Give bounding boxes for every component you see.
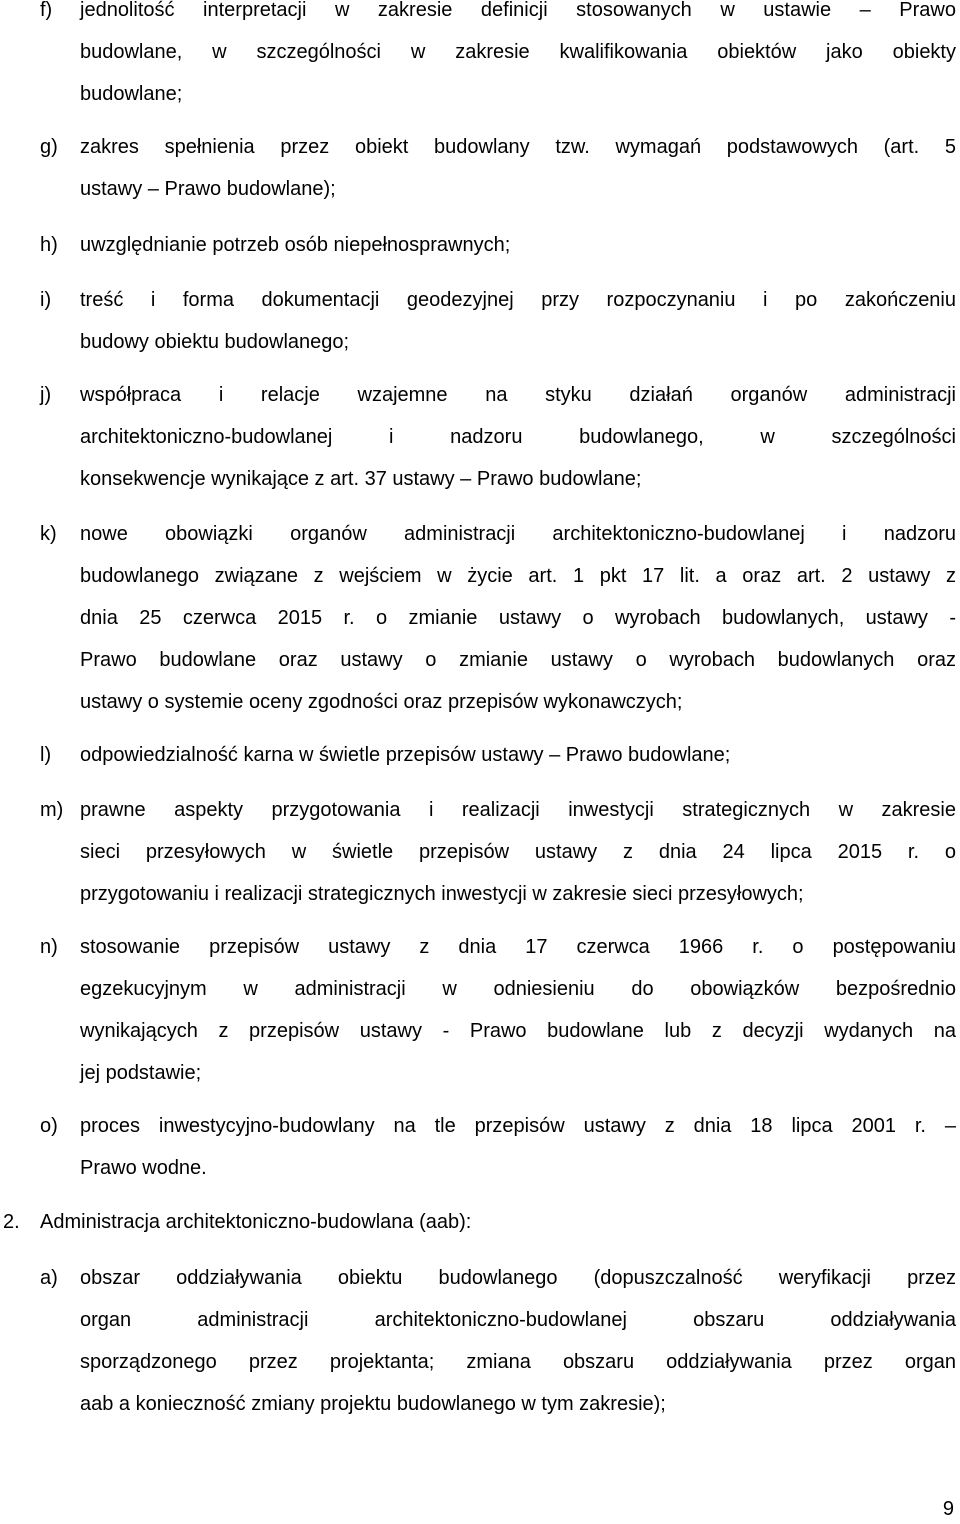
list-item-line: sieci przesyłowych w świetle przepisów ustawy z dnia 24 lipca 2015 r. o [80, 841, 956, 863]
list-item-line: dnia 25 czerwca 2015 r. o zmianie ustawy o wyrobach budowlanych, ustawy - [80, 607, 956, 629]
list-marker: a) [40, 1267, 58, 1289]
list-item-line: budowlane; [80, 83, 183, 105]
list-item-line: Prawo wodne. [80, 1157, 207, 1179]
list-item-line: wynikających z przepisów ustawy - Prawo budowlane lub z decyzji wydanych na [80, 1020, 956, 1042]
list-item-line: odpowiedzialność karna w świetle przepisów ustawy – Prawo budowlane; [80, 744, 731, 766]
list-item-line: zakres spełnienia przez obiekt budowlany tzw. wymagań podstawowych (art. 5 [80, 136, 956, 158]
list-item-line: nowe obowiązki organów administracji architektoniczno-budowlanej i nadzoru [80, 523, 956, 545]
list-item-line: obszar oddziaływania obiektu budowlanego (dopuszczalność weryfikacji przez [80, 1267, 956, 1289]
list-item-line: architektoniczno-budowlanej i nadzoru budowlanego, w szczególności [80, 426, 956, 448]
list-item-line: budowlanego związane z wejściem w życie art. 1 pkt 17 lit. a oraz art. 2 ustawy z [80, 565, 956, 587]
list-item-line: sporządzonego przez projektanta; zmiana obszaru oddziaływania przez organ [80, 1351, 956, 1373]
list-marker: m) [40, 799, 64, 821]
section-title: Administracja architektoniczno-budowlana (aab): [40, 1211, 472, 1233]
list-item-line: egzekucyjnym w administracji w odniesieniu do obowiązków bezpośrednio [80, 978, 956, 1000]
list-item-line: ustawy – Prawo budowlane); [80, 178, 336, 200]
list-item-line: aab a konieczność zmiany projektu budowlanego w tym zakresie); [80, 1393, 666, 1415]
list-item-line: konsekwencje wynikające z art. 37 ustawy – Prawo budowlane; [80, 468, 642, 490]
list-item-line: przygotowaniu i realizacji strategicznych inwestycji w zakresie sieci przesyłowych; [80, 883, 804, 905]
list-item-line: treść i forma dokumentacji geodezyjnej przy rozpoczynaniu i po zakończeniu [80, 289, 956, 311]
list-item-line: jednolitość interpretacji w zakresie definicji stosowanych w ustawie – Prawo [80, 0, 956, 21]
list-marker: o) [40, 1115, 58, 1137]
list-item-line: budowlane, w szczególności w zakresie kwalifikowania obiektów jako obiekty [80, 41, 956, 63]
section-number: 2. [3, 1211, 20, 1233]
list-marker: h) [40, 234, 58, 256]
list-item-line: jej podstawie; [80, 1062, 202, 1084]
page-number: 9 [942, 1498, 954, 1520]
list-marker: n) [40, 936, 58, 958]
list-item-line: stosowanie przepisów ustawy z dnia 17 czerwca 1966 r. o postępowaniu [80, 936, 956, 958]
list-marker: f) [40, 0, 53, 21]
list-item-line: ustawy o systemie oceny zgodności oraz przepisów wykonawczych; [80, 691, 683, 713]
list-item-line: uwzględnianie potrzeb osób niepełnosprawnych; [80, 234, 511, 256]
list-item-line: Prawo budowlane oraz ustawy o zmianie ustawy o wyrobach budowlanych oraz [80, 649, 956, 671]
list-marker: g) [40, 136, 58, 158]
list-marker: l) [40, 744, 52, 766]
list-marker: j) [40, 384, 52, 406]
list-marker: k) [40, 523, 57, 545]
list-item-line: proces inwestycyjno-budowlany na tle przepisów ustawy z dnia 18 lipca 2001 r. – [80, 1115, 956, 1137]
list-item-line: organ administracji architektoniczno-budowlanej obszaru oddziaływania [80, 1309, 956, 1331]
list-item-line: współpraca i relacje wzajemne na styku działań organów administracji [80, 384, 956, 406]
list-marker: i) [40, 289, 52, 311]
list-item-line: budowy obiektu budowlanego; [80, 331, 350, 353]
list-item-line: prawne aspekty przygotowania i realizacji inwestycji strategicznych w zakresie [80, 799, 956, 821]
